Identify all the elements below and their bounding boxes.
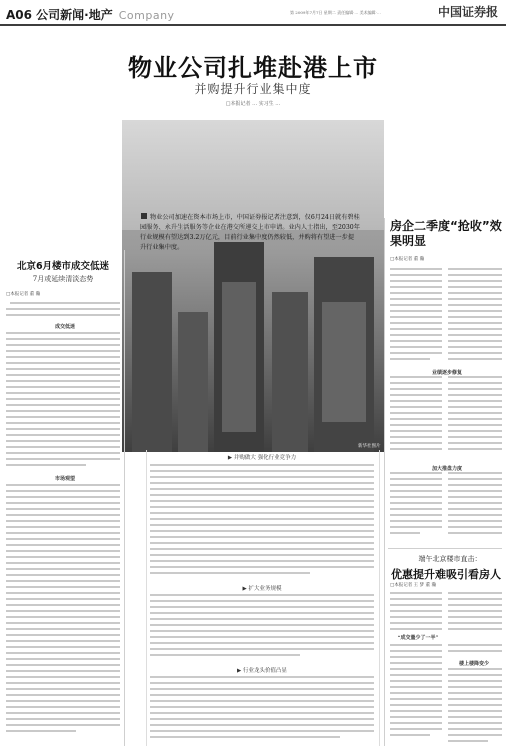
body-text-lines	[390, 590, 502, 746]
left-subtitle: 市场观望	[54, 476, 75, 482]
lead-headline: 物业公司扎堆赴港上市	[128, 54, 378, 82]
section-company-word: Company	[118, 9, 175, 22]
photo-building	[272, 292, 308, 452]
lead-quote-text: 物业公司加速在资本市场上市，中国证券报记者注意到，仅6月24日就有碧桂园服务、永升生活服务等企业在港交所递交上市申请。业内人士指出，至2030年行业规模有望达到3.2万亿元，目前行业集中度仍然较低，并购将有望进一步提升行业集中度。	[140, 214, 360, 251]
right-subtitle: 业绩逐步修复	[431, 370, 462, 376]
masthead	[0, 0, 506, 26]
photo-building	[132, 272, 172, 452]
bottom-right-body	[390, 590, 502, 746]
body-text-lines	[6, 300, 120, 740]
photo-window-reflection	[222, 282, 256, 432]
photo-building	[178, 312, 208, 452]
bottom-right-headline: 优惠提升难吸引看房人	[391, 568, 501, 581]
right-story-headline: 房企二季度“抢收”效果明显	[390, 219, 502, 248]
right-story-byline: □本报记者 董 瀚	[390, 257, 425, 262]
center-article-body	[150, 462, 374, 746]
dateline: 第 2009年7月7日 星期二 责任编辑·… 美术编辑·…	[290, 10, 381, 15]
body-text-lines	[150, 462, 374, 746]
lead-subhead: 并购提升行业集中度	[194, 82, 312, 96]
section-divider	[388, 548, 502, 549]
left-story-headline: 北京6月楼市成交低迷	[16, 261, 110, 272]
bottom-right-kicker: 端午北京楼市直击：	[418, 555, 482, 563]
bottom-right-subtitle: 楼上楼降变少	[458, 661, 489, 667]
center-section-title: ▶ 行业龙头价值凸显	[237, 668, 287, 674]
column-rule	[384, 218, 385, 746]
left-story-byline: □本报记者 董 瀚	[6, 292, 41, 297]
center-section-title: ▶ 扩大业务规模	[242, 586, 282, 592]
center-section-title: ▶ 并购做大 强化行业竞争力	[227, 455, 297, 461]
bottom-right-subtitle: “成交量少了一半”	[397, 635, 439, 641]
right-story-body	[390, 266, 502, 544]
lead-photo	[122, 120, 384, 452]
photo-credit: 新华社图片	[358, 444, 381, 449]
column-rule	[124, 250, 125, 746]
bottom-right-byline: □本报记者 王 梦 董 瀚	[390, 583, 436, 588]
quote-bullet-icon	[140, 212, 148, 220]
left-story-body	[6, 300, 120, 740]
left-subtitle: 成交低迷	[54, 324, 75, 330]
section-title	[6, 6, 175, 23]
left-story-subhead: 7月或延续清淡态势	[32, 275, 94, 283]
right-subtitle: 加大推盘力度	[431, 466, 462, 472]
body-text-lines	[390, 266, 502, 544]
newspaper-logo: 中国证券报	[437, 5, 498, 19]
section-label: A06 公司新闻·地产	[6, 8, 113, 22]
lead-byline: □本报记者 … 实习生 …	[225, 101, 281, 107]
photo-window-reflection	[322, 302, 366, 422]
lead-quote	[140, 212, 360, 253]
